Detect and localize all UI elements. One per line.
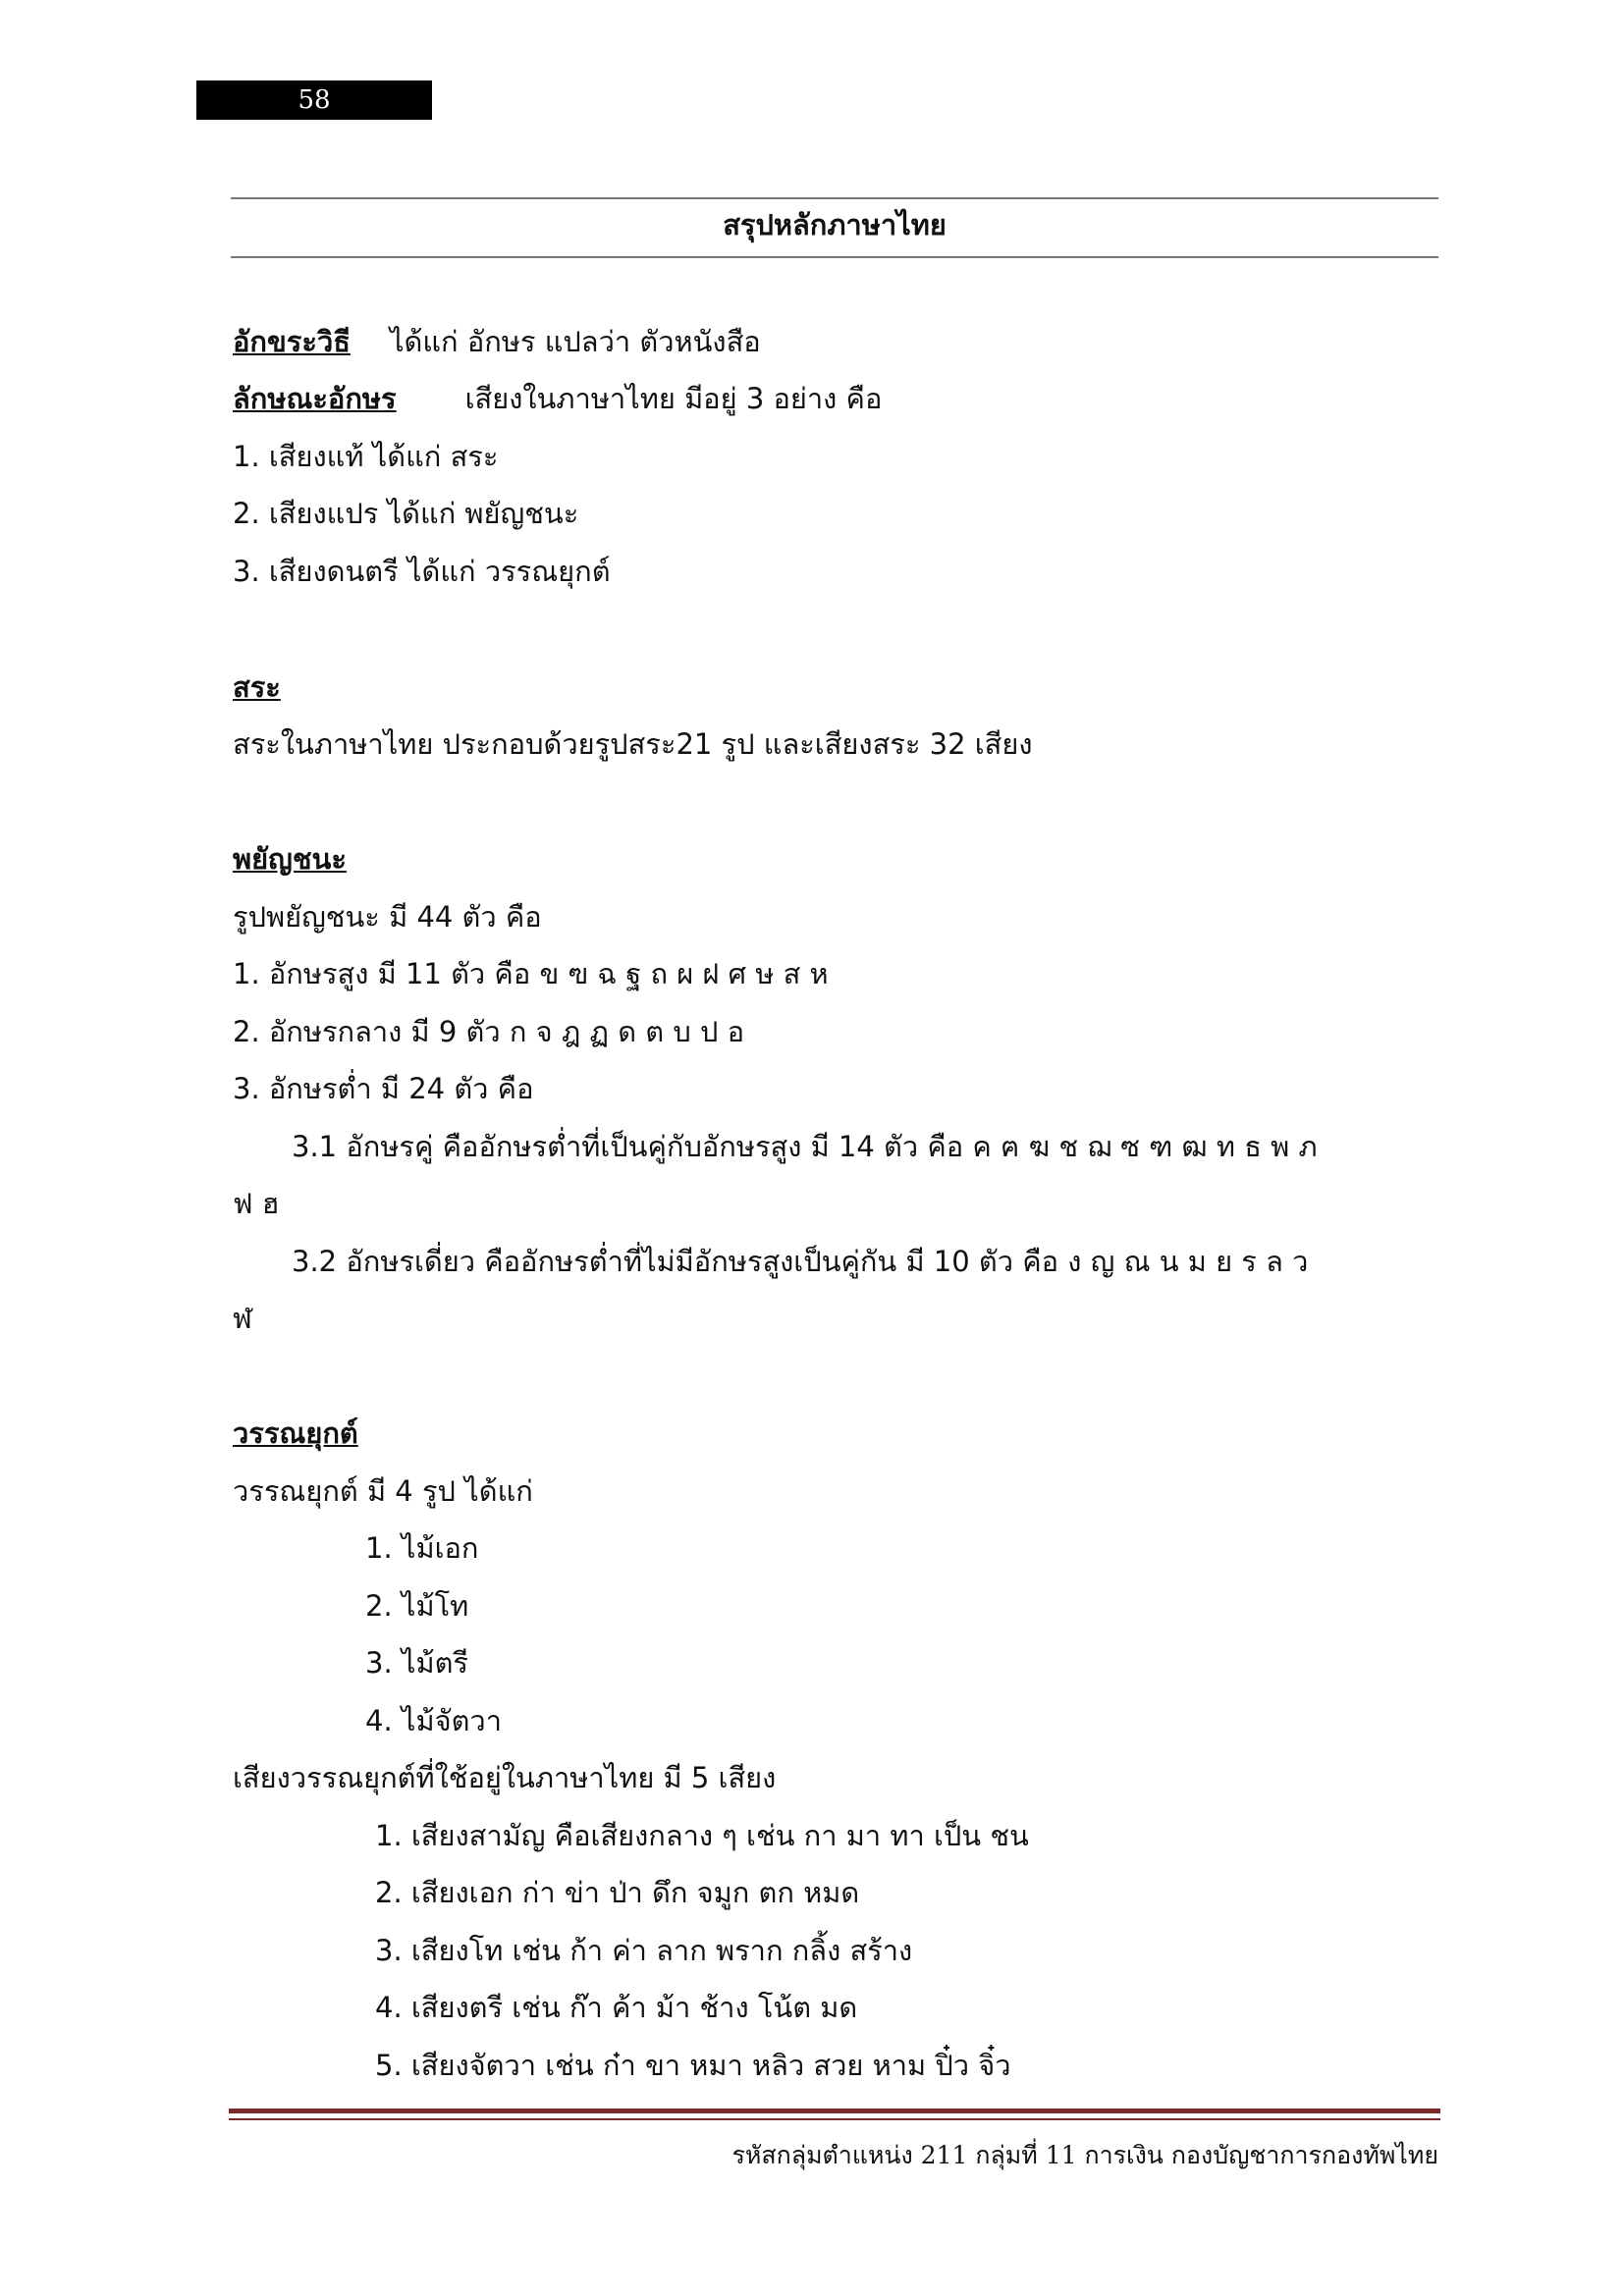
phayanchana-single-line2: ฬ	[233, 1302, 252, 1335]
wannayuk-heading-line	[233, 1414, 398, 1453]
phayanchana-single-line1: 3.2 อักษรเดี่ยว คืออักษรต่ำที่ไม่มีอักษรสูงเป็นคู่กัน มี 10 ตัว คือ ง ญ ณ น ม ย ร ล ว	[292, 1245, 1309, 1278]
phayanchana-high: 1. อักษรสูง มี 11 ตัว คือ ข ฃ ฉ ฐ ถ ผ ฝ ศ ษ ส ห	[233, 957, 829, 990]
sara-heading-line	[233, 667, 320, 707]
sara-heading: สระ	[233, 670, 281, 704]
laksana-item-1: 1. เสียงแท้ ได้แก่ สระ	[233, 440, 499, 473]
page-number: 58	[196, 80, 432, 120]
wannayuk-form-4: 4. ไม้จัตวา	[365, 1704, 502, 1737]
footer-rule-thin	[229, 2118, 1440, 2120]
footer-rule-thick	[229, 2109, 1440, 2113]
title-bottom-rule	[231, 256, 1438, 258]
aksorn-withi-heading: อักขระวิธี	[233, 325, 351, 358]
wannayuk-tone-1: 1. เสียงสามัญ คือเสียงกลาง ๆ เช่น กา มา ทา เป็น ชน	[375, 1819, 1029, 1852]
laksana-aksorn-heading: ลักษณะอักษร	[233, 382, 397, 415]
title-top-rule	[231, 197, 1438, 199]
phayanchana-heading-line	[233, 839, 386, 879]
page-title: สรุปหลักภาษาไทย	[723, 208, 947, 241]
aksorn-withi-text: ได้แก่ อักษร แปลว่า ตัวหนังสือ	[389, 325, 761, 358]
sara-text: สระในภาษาไทย ประกอบด้วยรูปสระ21 รูป และเสียงสระ 32 เสียง	[233, 727, 1033, 761]
aksorn-withi-line	[233, 322, 761, 361]
phayanchana-heading: พยัญชนะ	[233, 842, 347, 876]
wannayuk-tone-4: 4. เสียงตรี เช่น ก๊า ค้า ม้า ช้าง โน้ต มด	[375, 1991, 858, 2024]
phayanchana-pair-line2: ฟ ฮ	[233, 1187, 280, 1220]
wannayuk-tone-5: 5. เสียงจัตวา เช่น ก๋า ขา หมา หลิว สวย หาม ปิ๋ว จิ๋ว	[375, 2049, 1011, 2082]
wannayuk-tone-3: 3. เสียงโท เช่น ก้า ค่า ลาก พราก กลิ้ง สร้าง	[375, 1934, 913, 1967]
laksana-aksorn-text: เสียงในภาษาไทย มีอยู่ 3 อย่าง คือ	[464, 382, 883, 415]
phayanchana-mid: 2. อักษรกลาง มี 9 ตัว ก จ ฎ ฏ ด ต บ ป อ	[233, 1015, 745, 1048]
laksana-aksorn-line	[233, 379, 882, 418]
phayanchana-pair-line1: 3.1 อักษรคู่ คืออักษรต่ำที่เป็นคู่กับอักษรสูง มี 14 ตัว คือ ค ฅ ฆ ช ฌ ซ ฑ ฒ ท ธ พ ภ	[292, 1130, 1318, 1163]
phayanchana-low: 3. อักษรต่ำ มี 24 ตัว คือ	[233, 1072, 534, 1105]
wannayuk-form-2: 2. ไม้โท	[365, 1589, 469, 1623]
wannayuk-heading: วรรณยุกต์	[233, 1416, 358, 1450]
phayanchana-intro: รูปพยัญชนะ มี 44 ตัว คือ	[233, 900, 542, 934]
laksana-item-3: 3. เสียงดนตรี ได้แก่ วรรณยุกต์	[233, 555, 611, 588]
wannayuk-tone-2: 2. เสียงเอก ก่า ข่า ป่า ดึก จมูก ตก หมด	[375, 1876, 860, 1909]
wannayuk-tones-intro: เสียงวรรณยุกต์ที่ใช้อยู่ในภาษาไทย มี 5 เสียง	[233, 1761, 777, 1794]
wannayuk-forms-intro: วรรณยุกต์ มี 4 รูป ได้แก่	[233, 1474, 533, 1508]
wannayuk-form-3: 3. ไม้ตรี	[365, 1646, 468, 1680]
laksana-item-2: 2. เสียงแปร ได้แก่ พยัญชนะ	[233, 497, 579, 530]
footer-text: รหัสกลุ่มตำแหน่ง 211 กลุ่มที่ 11 การเงิน กองบัญชาการกองทัพไทย	[731, 2141, 1438, 2169]
wannayuk-form-1: 1. ไม้เอก	[365, 1531, 479, 1565]
